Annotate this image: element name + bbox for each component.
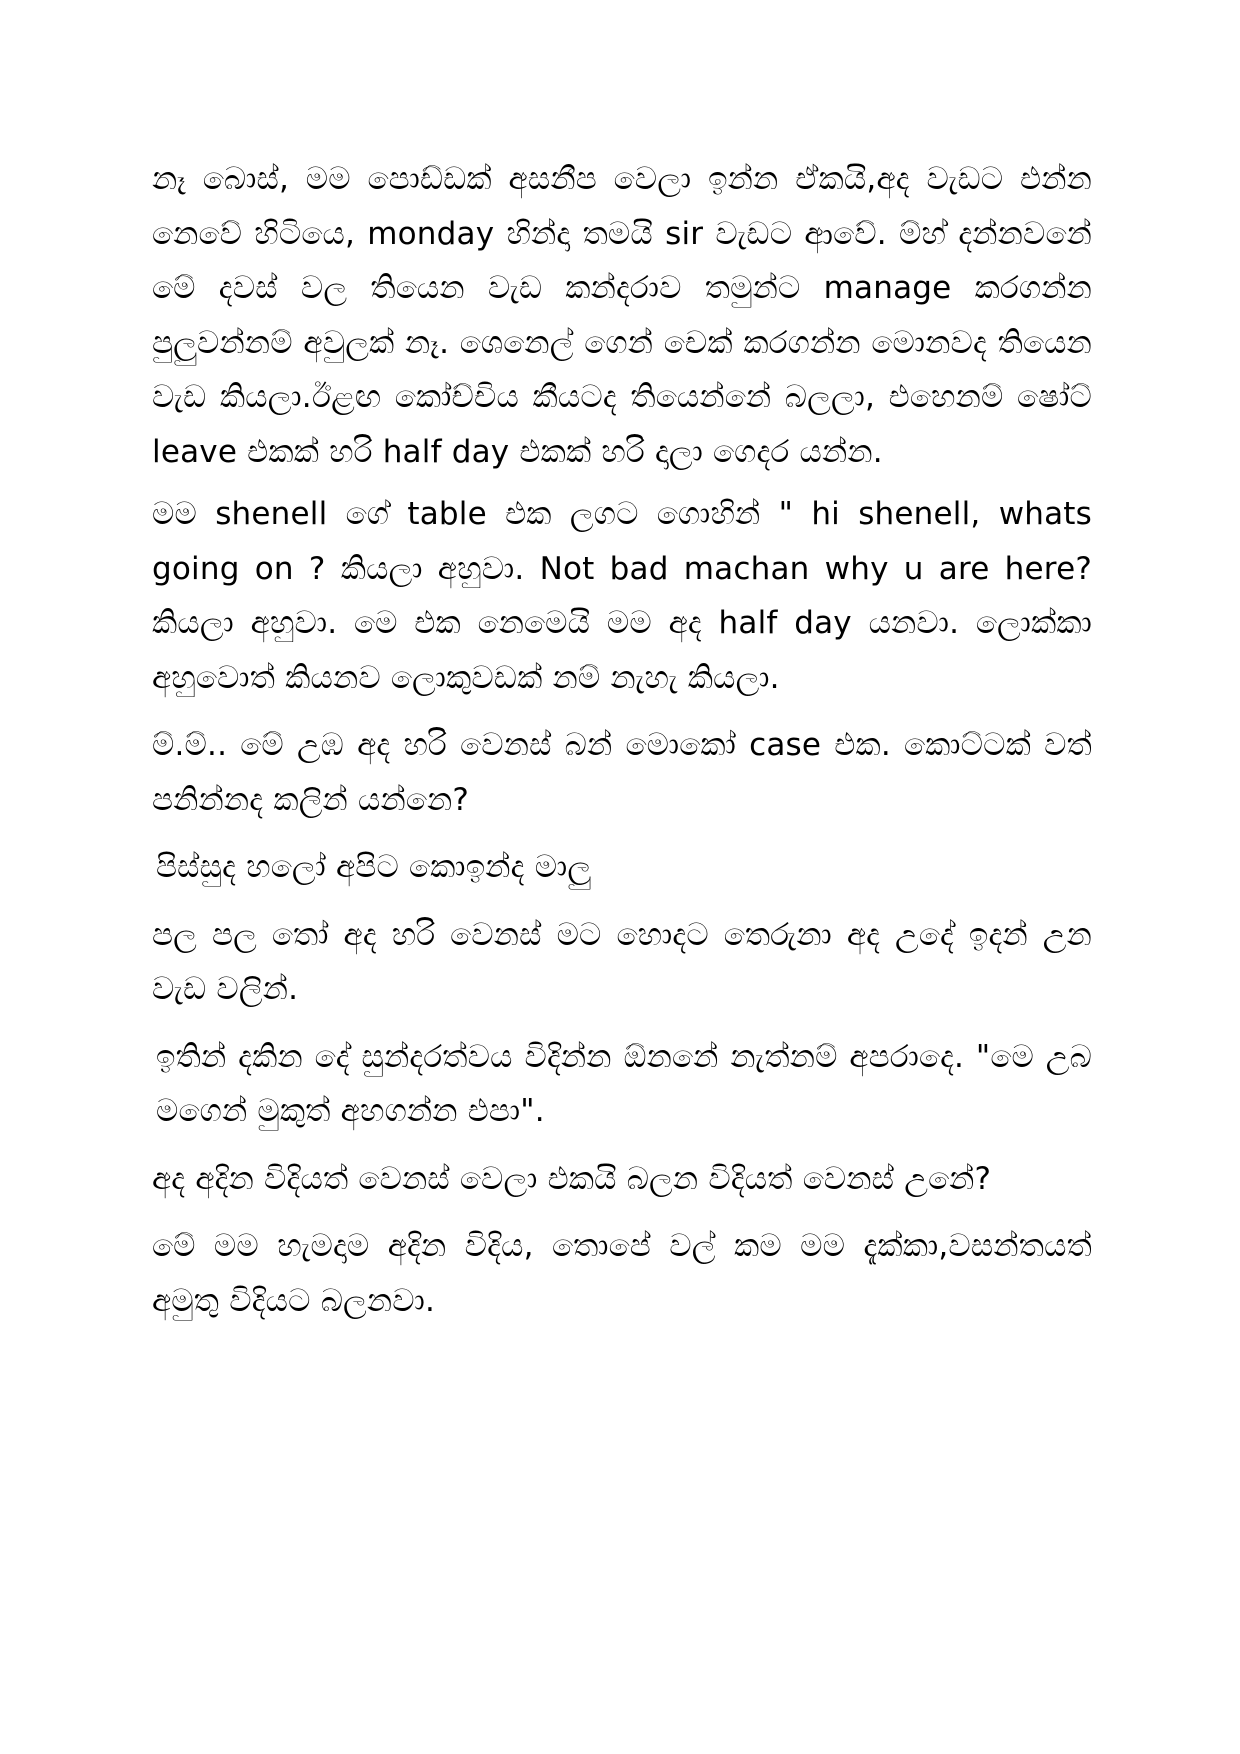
paragraph-8: මේ මම හැමදාම අදින විදිය, තොපේ වල් කම මම දැක්කා,වසන්තයත් අමුතු විදියට බලනවා. [152, 1228, 1092, 1319]
paragraph-7: අද අදින විදියත් වෙනස් වෙලා එකයි බලන විදියත් වෙනස් උනේ? [152, 1160, 992, 1197]
paragraph-1: නෑ බොස්, මම පොඩ්ඩක් අසනීප වෙලා ඉන්න ඒකයි,අද වැඩට එන්න නෙවේ හිටියෙ, monday හින්දා තමයි sir වැඩට ආවේ. ම්හ් දන්නවනේ මේ දවස් වල තියෙන වැඩ කන්දරාව තමුන්ට manage කරගන්න පුලුවන්නම් අවුලක් නෑ. ශෙනෙල් ගෙන් චෙක් කරගන්න මොනවද තියෙන වැඩ කියලා.ඊළඟ කෝච්චිය කීයටද තියෙන්නේ බලලා, එහෙනම් ෂෝට් leave එකක් හරි half day එකක් හරි දාලා ගෙදර යන්න. [152, 161, 1092, 470]
story-text [152, 152, 1092, 1341]
paragraph-6: ඉතින් දකින දේ සුන්දරත්වය විදින්න ඕනනේ නැත්නම් අපරාදෙ. "මෙ උබ මගෙන් මුකුත් අහගන්න එපා". [156, 1038, 1092, 1129]
paragraph-3: ම්.ම්.. මේ උඹ අද හරි වෙනස් බන් මොකෝ case එක. කොට්ටක් වත් පනින්නද කලින් යන්නෙ? [152, 727, 1092, 818]
paragraph-5: පල පල තෝ අද හරි වෙනස් මට හොදට තෙරුනා අද උදේ ඉදන් උන වැඩ වලින්. [152, 916, 1092, 1007]
paragraph-4: පිස්සුද හලෝ අපිට කොඉන්ද මාලු [156, 849, 592, 885]
paragraph-2: මම shenell ගේ table එක ලගට ගොහින් " hi shenell, whats going on ? කියලා අහුවා. Not bad machan why u are here? කියලා අහුවා. මෙ එක නෙමෙයි මම අද half day යනවා. ලොක්කා අහුවොත් කියනව ලොකුවඩක් නම් නැහැ කියලා. [152, 496, 1092, 696]
